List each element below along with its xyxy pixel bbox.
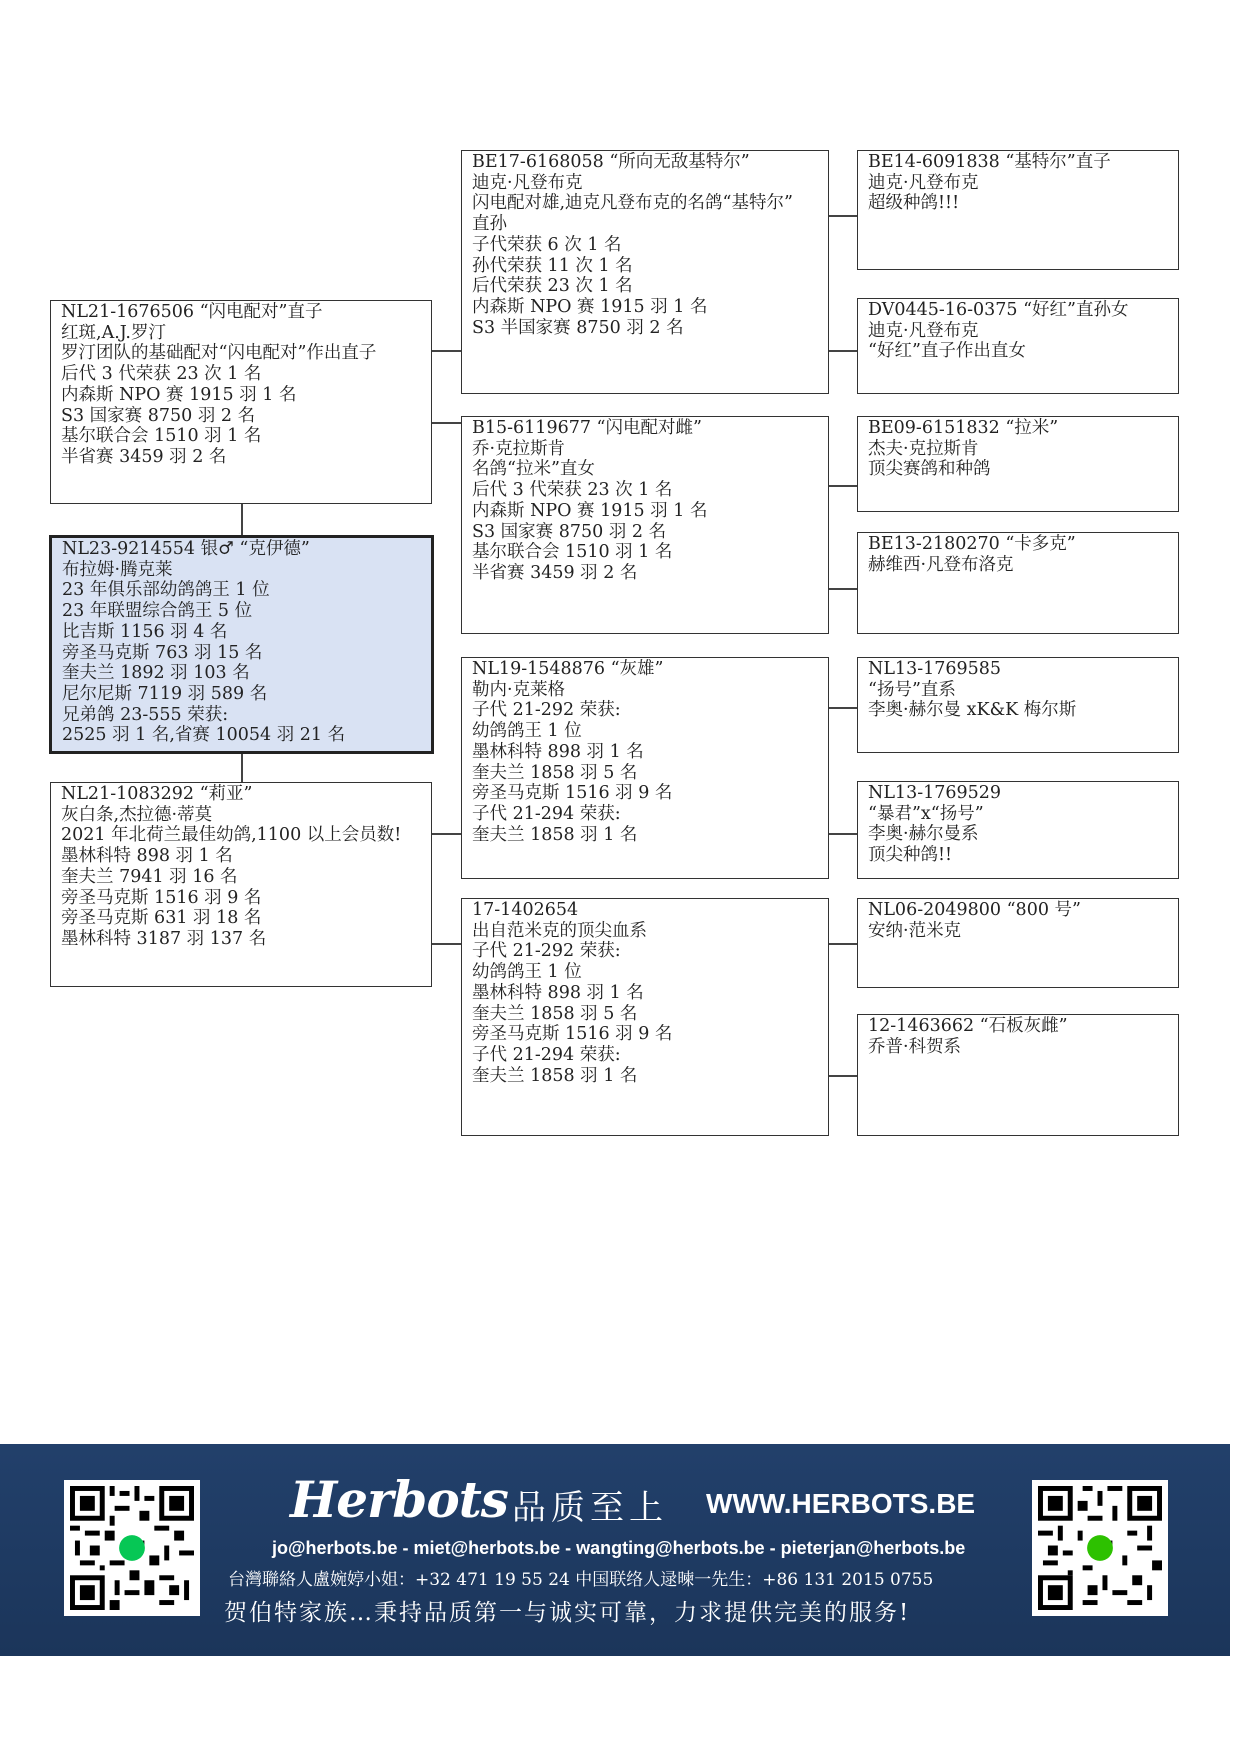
pedigree-sire <box>50 300 432 504</box>
bird-detail-line: 半省赛 3459 羽 2 名 <box>61 446 227 467</box>
bird-detail-line: 墨林科特 898 羽 1 名 <box>472 741 644 762</box>
bird-ring-and-name: NL21-1676506 “闪电配对”直子 <box>61 302 323 322</box>
bird-detail-line: 李奥·赫尔曼系 <box>868 824 979 845</box>
qr-code-line[interactable] <box>64 1480 200 1616</box>
bird-detail-line: 名鸽“拉米”直女 <box>472 459 595 480</box>
bird-detail-line: 墨林科特 898 羽 1 名 <box>61 846 233 867</box>
bird-detail-line: 2021 年北荷兰最佳幼鸽,1100 以上会员数! <box>61 825 402 846</box>
pedigree-sire-dam-sire <box>857 416 1179 512</box>
bird-detail-line: 基尔联合会 1510 羽 1 名 <box>472 542 673 563</box>
pedigree-dam <box>50 782 432 987</box>
bird-detail-line: 杰夫·克拉斯肯 <box>868 438 979 459</box>
connector-ds-to-dss <box>827 707 857 709</box>
bird-detail-line: 李奥·赫尔曼 xK&K 梅尔斯 <box>868 700 1077 721</box>
bird-detail-line: 子代 21-292 荣获: <box>472 700 621 721</box>
bird-detail-line: S3 半国家赛 8750 羽 2 名 <box>472 317 684 338</box>
connector-ss-to-sss <box>827 215 857 217</box>
bird-detail-line: 出自范米克的顶尖血系 <box>472 920 647 941</box>
bird-detail-line: 赫维西·凡登布洛克 <box>868 554 1014 575</box>
bird-detail-line: 内森斯 NPO 赛 1915 羽 1 名 <box>61 384 297 405</box>
bird-detail-line: 旁圣马克斯 1516 羽 9 名 <box>472 1024 673 1045</box>
bird-ring-and-name: NL23-9214554 银♂ “克伊德” <box>62 539 310 559</box>
bird-ring-and-name: BE17-6168058 “所向无敌基特尔” <box>472 152 750 172</box>
pedigree-sire-sire-sire <box>857 150 1179 270</box>
connector-dd-to-dds <box>827 943 857 945</box>
bird-detail-line: “好红”直子作出直女 <box>868 341 1026 362</box>
bird-detail-line: 直孙 <box>472 214 507 235</box>
bird-ring-and-name: NL13-1769529 <box>868 783 1002 803</box>
bird-detail-line: 奎夫兰 1858 羽 5 名 <box>472 762 638 783</box>
bird-detail-line: 墨林科特 898 羽 1 名 <box>472 982 644 1003</box>
connector-sd-to-sds <box>827 485 857 487</box>
pedigree-dam-dam-dam <box>857 1014 1179 1136</box>
bird-ring-and-name: 17-1402654 <box>472 900 579 920</box>
bird-detail-line: “暴君”x“扬号” <box>868 803 984 824</box>
bird-ring-and-name: NL06-2049800 “800 号” <box>868 900 1081 920</box>
pedigree-dam-sire <box>461 657 829 879</box>
connector-sire-to-ss <box>431 350 461 352</box>
bird-detail-line: 兄弟鸽 23-555 荣获: <box>62 704 229 725</box>
connector-subject-to-dam <box>241 752 243 782</box>
bird-detail-line: S3 国家赛 8750 羽 2 名 <box>472 521 667 542</box>
bird-ring-and-name: BE14-6091838 “基特尔”直子 <box>868 152 1111 172</box>
bird-detail-line: 后代 3 代荣获 23 次 1 名 <box>61 364 262 385</box>
bird-detail-line: 后代荣获 23 次 1 名 <box>472 276 633 297</box>
bird-ring-and-name: BE09-6151832 “拉米” <box>868 418 1059 438</box>
bird-detail-line: 超级种鸽!!! <box>868 193 960 214</box>
tagline: 贺伯特家族…秉持品质第一与诚实可靠，力求提供完美的服务! <box>224 1600 911 1626</box>
bird-detail-line: 幼鸽鸽王 1 位 <box>472 962 582 983</box>
pedigree-sire-sire-dam <box>857 298 1179 394</box>
bird-detail-line: 奎夫兰 1858 羽 1 名 <box>472 824 638 845</box>
website-link[interactable]: WWW.HERBOTS.BE <box>706 1488 976 1519</box>
bird-detail-line: 墨林科特 3187 羽 137 名 <box>61 928 267 949</box>
pedigree-subject <box>49 535 434 754</box>
bird-detail-line: 基尔联合会 1510 羽 1 名 <box>61 426 262 447</box>
bird-detail-line: 幼鸽鸽王 1 位 <box>472 721 582 742</box>
bird-detail-line: 顶尖赛鸽和种鸽 <box>868 459 991 480</box>
qr-code-right-icon <box>1038 1486 1162 1610</box>
footer-banner <box>0 1444 1230 1656</box>
connector-sd-to-sdd <box>827 588 857 590</box>
bird-detail-line: 奎夫兰 7941 羽 16 名 <box>61 866 238 887</box>
bird-detail-line: 红斑,A.J.罗汀 <box>61 322 166 343</box>
bird-detail-line: 安纳·范米克 <box>868 920 962 941</box>
pedigree-sire-dam-dam <box>857 532 1179 634</box>
bird-ring-and-name: DV0445-16-0375 “好红”直孙女 <box>868 300 1129 320</box>
herbots-logo: Herbots <box>290 1470 508 1529</box>
bird-detail-line: 布拉姆·腾克莱 <box>62 559 173 580</box>
bird-detail-line: 奎夫兰 1858 羽 5 名 <box>472 1003 638 1024</box>
bird-ring-and-name: B15-6119677 “闪电配对雌” <box>472 418 702 438</box>
bird-detail-line: 内森斯 NPO 赛 1915 羽 1 名 <box>472 296 708 317</box>
bird-detail-line: 乔·克拉斯肯 <box>472 438 566 459</box>
bird-detail-line: 乔普·科贺系 <box>868 1036 962 1057</box>
bird-detail-line: 旁圣马克斯 1516 羽 9 名 <box>61 887 262 908</box>
pedigree-dam-dam-sire <box>857 898 1179 988</box>
bird-detail-line: “扬号”直系 <box>868 679 956 700</box>
bird-ring-and-name: BE13-2180270 “卡多克” <box>868 534 1076 554</box>
bird-detail-line: 迪克·凡登布克 <box>868 172 979 193</box>
bird-ring-and-name: 12-1463662 “石板灰雌” <box>868 1016 1068 1036</box>
bird-detail-line: 奎夫兰 1892 羽 103 名 <box>62 663 250 684</box>
connector-dd-to-ddd <box>827 1075 857 1077</box>
bird-detail-line: 后代 3 代荣获 23 次 1 名 <box>472 480 673 501</box>
pedigree-dam-dam <box>461 898 829 1136</box>
bird-detail-line: 孙代荣获 11 次 1 名 <box>472 255 633 276</box>
brand-row <box>290 1470 976 1534</box>
bird-detail-line: 罗汀团队的基础配对“闪电配对”作出直子 <box>61 343 377 364</box>
pedigree-dam-sire-sire <box>857 657 1179 753</box>
connector-sire-to-subject <box>241 502 243 537</box>
qr-code-wechat[interactable] <box>1032 1480 1168 1616</box>
bird-detail-line: 比吉斯 1156 羽 4 名 <box>62 621 228 642</box>
bird-detail-line: 闪电配对雄,迪克凡登布克的名鸽“基特尔” <box>472 193 793 214</box>
pedigree-dam-sire-dam <box>857 781 1179 879</box>
bird-detail-line: 顶尖种鸽!! <box>868 845 953 866</box>
pedigree-sire-sire <box>461 150 829 394</box>
bird-detail-line: 子代 21-294 荣获: <box>472 803 621 824</box>
bird-ring-and-name: NL13-1769585 <box>868 659 1002 679</box>
connector-ds-to-dsd <box>827 833 857 835</box>
bird-detail-line: 23 年俱乐部幼鸽鸽王 1 位 <box>62 580 270 601</box>
bird-ring-and-name: NL19-1548876 “灰雄” <box>472 659 664 679</box>
bird-detail-line: 迪克·凡登布克 <box>472 172 583 193</box>
connector-ss-to-ssd <box>827 350 857 352</box>
contact-phones: 台灣聯絡人盧婉婷小姐：+32 471 19 55 24 中国联络人逯暕一先生：+86 131 2015 0755 <box>228 1570 934 1590</box>
bird-detail-line: 灰白条,杰拉德·蒂莫 <box>61 804 213 825</box>
pedigree-sire-dam <box>461 416 829 634</box>
bird-detail-line: 旁圣马克斯 763 羽 15 名 <box>62 642 263 663</box>
bird-detail-line: 内森斯 NPO 赛 1915 羽 1 名 <box>472 500 708 521</box>
bird-detail-line: 子代 21-292 荣获: <box>472 941 621 962</box>
bird-detail-line: 尼尔尼斯 7119 羽 589 名 <box>62 683 268 704</box>
connector-dam-to-ds <box>431 833 461 835</box>
slogan: 品质至上 <box>512 1488 668 1528</box>
bird-detail-line: 奎夫兰 1858 羽 1 名 <box>472 1065 638 1086</box>
bird-detail-line: 子代荣获 6 次 1 名 <box>472 234 622 255</box>
connector-dam-to-dd <box>431 943 461 945</box>
bird-detail-line: 旁圣马克斯 631 羽 18 名 <box>61 908 262 929</box>
connector-sire-to-sd <box>431 422 461 424</box>
bird-detail-line: 23 年联盟综合鸽王 5 位 <box>62 601 253 622</box>
bird-detail-line: 半省赛 3459 羽 2 名 <box>472 562 638 583</box>
bird-ring-and-name: NL21-1083292 “莉亚” <box>61 784 253 804</box>
bird-detail-line: 2525 羽 1 名,省赛 10054 羽 21 名 <box>62 725 346 746</box>
bird-detail-line: 旁圣马克斯 1516 羽 9 名 <box>472 783 673 804</box>
email-list[interactable]: jo@herbots.be - miet@herbots.be - wangting@herbots.be - pieterjan@herbots.be <box>272 1538 966 1558</box>
bird-detail-line: S3 国家赛 8750 羽 2 名 <box>61 405 256 426</box>
bird-detail-line: 子代 21-294 荣获: <box>472 1044 621 1065</box>
bird-detail-line: 勒内·克莱格 <box>472 679 566 700</box>
bird-detail-line: 迪克·凡登布克 <box>868 320 979 341</box>
qr-code-left-icon <box>70 1486 194 1610</box>
